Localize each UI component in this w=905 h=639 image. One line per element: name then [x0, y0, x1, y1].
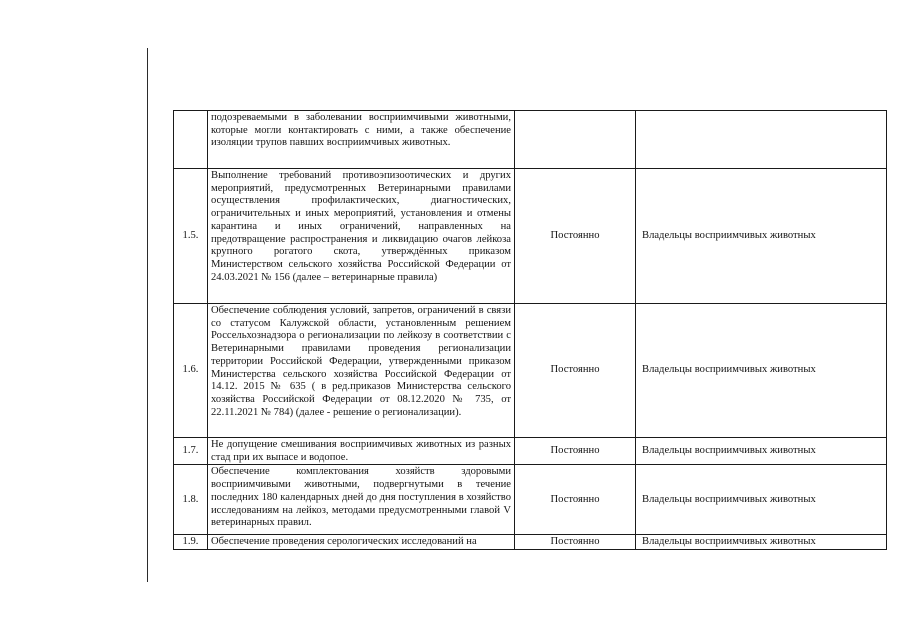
measure-description: Не допущение смешивания восприимчивых животных из разных стад при их выпасе и водопое.: [208, 438, 515, 465]
measure-responsible: Владельцы восприимчивых животных: [636, 535, 887, 550]
measure-responsible: Владельцы восприимчивых животных: [636, 169, 887, 304]
measure-responsible: [636, 111, 887, 169]
measure-period: Постоянно: [515, 465, 636, 535]
measure-description: Выполнение требований противоэпизоотических и других мероприятий, предусмотренных Ветеринарными правилами осуществления профилактических, диагностических, ограничительных и иных мероприятий, установления и отмены карантина и иных ограничений, направленных на предотвращение распространения и ликвидацию очагов лейкоза крупного рогатого скота, утверждённых приказом Министерством сельского хозяйства Российской Федерации от 24.03.2021 № 156 (далее – ветеринарные правила): [208, 169, 515, 304]
binding-margin-line: [147, 48, 148, 582]
table-row: [174, 438, 887, 465]
measures-table: [173, 110, 887, 550]
table-row: [174, 304, 887, 438]
table-row: [174, 465, 887, 535]
row-number: 1.9.: [174, 535, 208, 550]
measure-responsible: Владельцы восприимчивых животных: [636, 465, 887, 535]
measure-period: [515, 111, 636, 169]
table-row: [174, 535, 887, 550]
measure-period: Постоянно: [515, 169, 636, 304]
measure-responsible: Владельцы восприимчивых животных: [636, 438, 887, 465]
row-number: 1.8.: [174, 465, 208, 535]
measure-description: Обеспечение соблюдения условий, запретов, ограничений в связи со статусом Калужской области, установленным решением Россельхознадзора о регионализации по лейкозу в соответствии с Ветеринарными правилами проведения регионализации территории Российской Федерации, утвержденными приказом Министерства сельского хозяйства Российской Федерации от 14.12. 2015 № 635 ( в ред.приказов Министерства сельского хозяйства Российской Федерации от 08.12.2020 № 735, от 22.11.2021 № 784) (далее - решение о регионализации).: [208, 304, 515, 438]
measure-description: Обеспечение комплектования хозяйств здоровыми восприимчивыми животными, подвергнутыми в течение последних 180 календарных дней до дня поступления в хозяйство исследованиям на лейкоз, методами предусмотренными главой V ветеринарных правил.: [208, 465, 515, 535]
measure-period: Постоянно: [515, 304, 636, 438]
measure-period: Постоянно: [515, 438, 636, 465]
row-number: [174, 111, 208, 169]
measure-responsible: Владельцы восприимчивых животных: [636, 304, 887, 438]
table-row: [174, 111, 887, 169]
measure-description: Обеспечение проведения серологических исследований на: [208, 535, 515, 550]
measure-description: подозреваемыми в заболевании восприимчивыми животными, которые могли контактировать с ними, а также обеспечение изоляции трупов павших восприимчивых животных.: [208, 111, 515, 169]
row-number: 1.6.: [174, 304, 208, 438]
row-number: 1.5.: [174, 169, 208, 304]
row-number: 1.7.: [174, 438, 208, 465]
table-row: [174, 169, 887, 304]
measure-period: Постоянно: [515, 535, 636, 550]
